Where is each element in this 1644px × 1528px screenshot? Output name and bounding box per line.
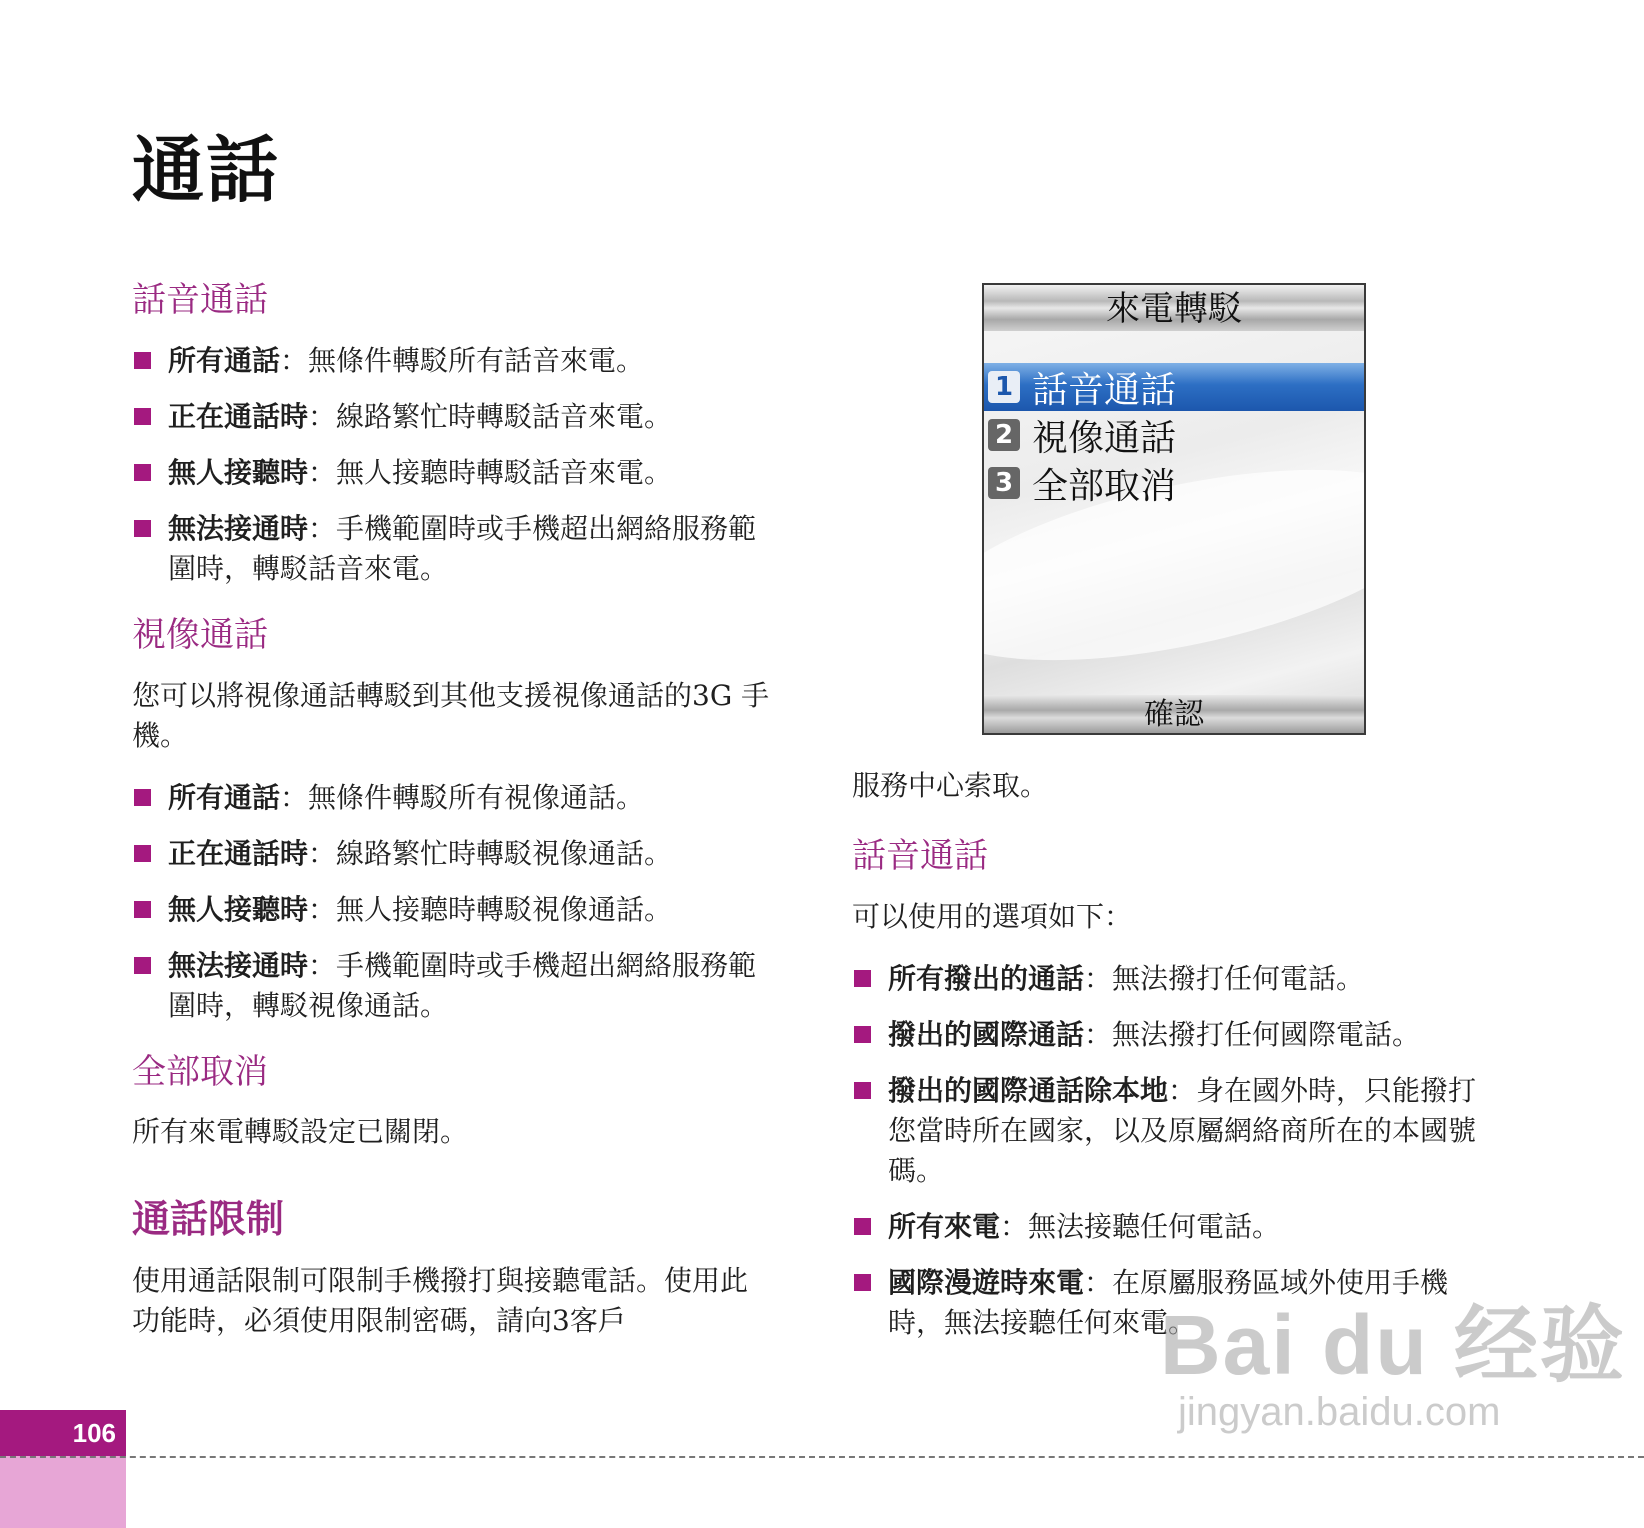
description: 無條件轉駁所有話音來電。: [308, 343, 645, 377]
term: 撥出的國際通話: [888, 1017, 1085, 1051]
call-restriction-heading: 通話限制: [132, 1196, 285, 1242]
list-item: [132, 397, 772, 437]
menu-item-label: 全部取消: [1032, 465, 1177, 507]
term: 無法接通時: [168, 948, 309, 982]
video-forward-heading: 視像通話: [132, 614, 268, 655]
separator: ：: [308, 836, 337, 870]
voice-forward-heading: 話音通話: [132, 280, 268, 320]
bullet-square-icon: [134, 464, 151, 481]
separator: ：: [280, 343, 309, 377]
phone-menu: [984, 363, 1364, 507]
separator: ：: [308, 892, 337, 926]
menu-item-label: 話音通話: [1032, 369, 1177, 411]
separator: ：: [308, 511, 337, 545]
list-item: [132, 509, 772, 589]
bullet-square-icon: [134, 845, 151, 862]
page-number: 106: [0, 1410, 126, 1456]
bullet-square-icon: [854, 1274, 871, 1291]
description: 無人接聽時轉駁視像通話。: [336, 892, 673, 926]
bullet-square-icon: [854, 1082, 871, 1099]
right-column: [852, 766, 1492, 1369]
list-item: [132, 834, 772, 874]
page-title: 通話: [132, 127, 281, 212]
bullet-square-icon: [134, 352, 151, 369]
list-item: [852, 1207, 1492, 1247]
video-forward-intro: 您可以將視像通話轉駁到其他支援視像通話的3G 手機。: [132, 678, 770, 752]
separator: ：: [280, 780, 309, 814]
separator: ：: [308, 948, 337, 982]
phone-menu-item-video[interactable]: [984, 411, 1364, 459]
baidu-watermark: [1160, 1300, 1640, 1450]
separator: ：: [1084, 1017, 1113, 1051]
term: 正在通話時: [168, 399, 309, 433]
cancel-all-text: 所有來電轉駁設定已關閉。: [132, 1115, 469, 1149]
term: 無法接通時: [168, 511, 309, 545]
list-item: [132, 946, 772, 1026]
phone-screen: [982, 283, 1366, 735]
voice-barring-intro: 可以使用的選項如下：: [852, 899, 1133, 933]
term: 無人接聽時: [168, 455, 309, 489]
bullet-square-icon: [134, 957, 151, 974]
list-item: [852, 1071, 1492, 1191]
description: 手機範圍時或手機超出網絡服務範圍時，轉駁話音來電。: [168, 511, 757, 585]
list-item: [132, 341, 772, 381]
list-item: [852, 959, 1492, 999]
bullet-square-icon: [134, 789, 151, 806]
separator: ：: [308, 399, 337, 433]
term: 國際漫遊時來電: [888, 1265, 1085, 1299]
bullet-square-icon: [134, 520, 151, 537]
call-restriction-text: 使用通話限制可限制手機撥打與接聽電話。使用此功能時，必須使用限制密碼，請向3客戶: [132, 1264, 749, 1338]
number-1-icon: 1: [988, 371, 1020, 403]
description: 無人接聽時轉駁話音來電。: [336, 455, 673, 489]
term: 撥出的國際通話除本地: [888, 1073, 1169, 1107]
term: 所有通話: [168, 780, 281, 814]
bullet-square-icon: [134, 901, 151, 918]
left-column: [132, 280, 772, 1363]
continuation-text: 服務中心索取。: [852, 769, 1049, 802]
description: 在原屬服務區域外使用手機時，無法接聽任何來電。: [888, 1265, 1449, 1339]
separator: ：: [1084, 961, 1113, 995]
number-2-icon: 2: [988, 419, 1020, 451]
description: 無法撥打任何國際電話。: [1112, 1017, 1421, 1051]
separator: ：: [1000, 1209, 1029, 1243]
description: 無法接聽任何電話。: [1028, 1209, 1281, 1243]
separator: ：: [1168, 1073, 1197, 1107]
term: 所有撥出的通話: [888, 961, 1085, 995]
cancel-all-heading: 全部取消: [132, 1051, 268, 1092]
menu-item-label: 視像通話: [1032, 417, 1177, 459]
watermark-logo: Bai du 经验: [1160, 1298, 1627, 1392]
bullet-square-icon: [854, 1026, 871, 1043]
term: 無人接聽時: [168, 892, 309, 926]
voice-barring-heading: 話音通話: [852, 836, 988, 876]
watermark-url: jingyan.baidu.com: [1178, 1390, 1501, 1434]
term: 所有來電: [888, 1209, 1001, 1243]
list-item: [132, 890, 772, 930]
separator: ：: [1084, 1265, 1113, 1299]
bullet-square-icon: [854, 970, 871, 987]
number-3-icon: 3: [988, 467, 1020, 499]
confirm-softkey[interactable]: 確認: [984, 695, 1364, 733]
phone-menu-item-voice[interactable]: [984, 363, 1364, 411]
description: 線路繁忙時轉駁視像通話。: [336, 836, 673, 870]
list-item: [852, 1015, 1492, 1055]
description: 無條件轉駁所有視像通話。: [308, 780, 645, 814]
phone-menu-item-cancel-all[interactable]: [984, 459, 1364, 507]
description: 手機範圍時或手機超出網絡服務範圍時，轉駁視像通話。: [168, 948, 757, 1022]
list-item: [132, 453, 772, 493]
description: 無法撥打任何電話。: [1112, 961, 1365, 995]
video-forward-list: [132, 778, 772, 1026]
bullet-square-icon: [854, 1218, 871, 1235]
voice-forward-list: [132, 341, 772, 589]
phone-title: 來電轉駁: [984, 285, 1364, 331]
voice-barring-list: [852, 959, 1492, 1343]
bullet-square-icon: [134, 408, 151, 425]
term: 正在通話時: [168, 836, 309, 870]
term: 所有通話: [168, 343, 281, 377]
description: 線路繁忙時轉駁話音來電。: [336, 399, 673, 433]
list-item: [132, 778, 772, 818]
separator: ：: [308, 455, 337, 489]
footer-dashed-rule: [0, 1456, 1644, 1458]
description: 身在國外時，只能撥打您當時所在國家，以及原屬網絡商所在的本國號碼。: [888, 1073, 1477, 1187]
